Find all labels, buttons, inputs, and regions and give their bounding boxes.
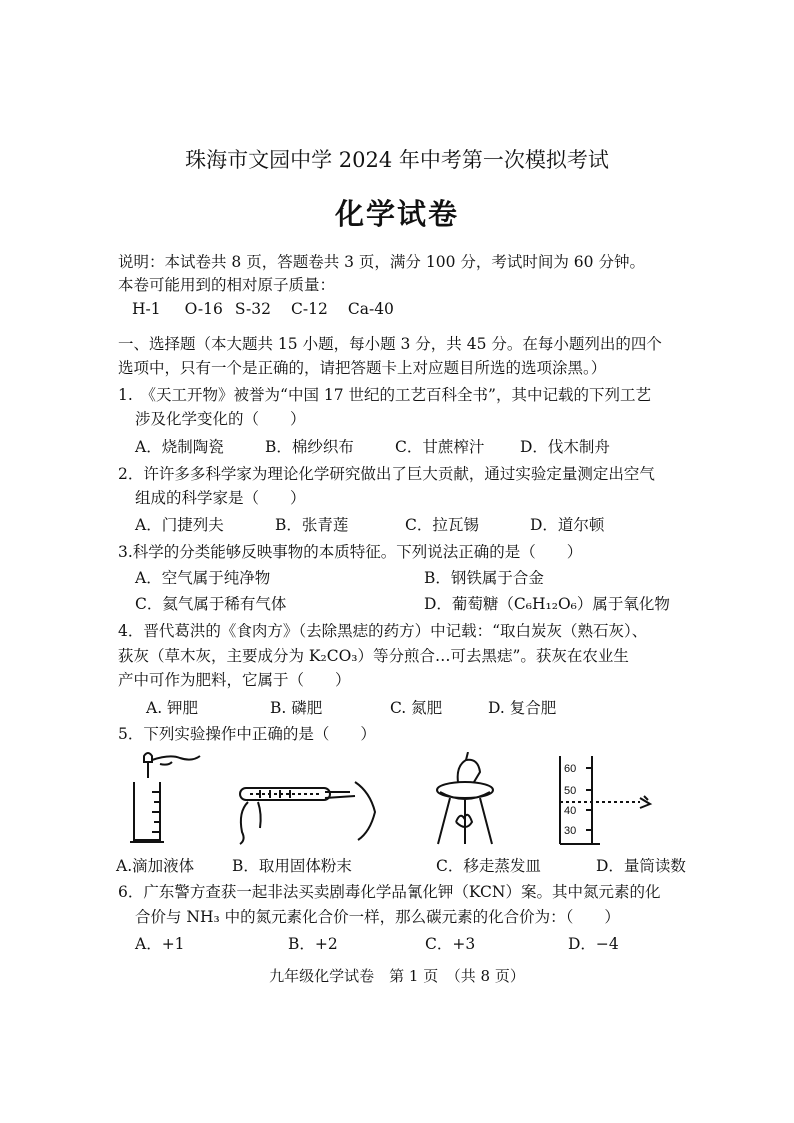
option-d: D．葡萄糖（C₆H₁₂O₆）属于氧化物 [424,595,670,613]
cylinder-tick-label: 50 [564,785,577,797]
question-text: 5．下列实验操作中正确的是（ ） [118,725,376,743]
option-c: C．拉瓦锡 [405,516,479,534]
solid-powder-figure [230,752,380,848]
atomic-mass: S-32 [234,300,272,318]
option-d: D．伐木制舟 [520,438,610,456]
question-text: 2．许许多多科学家为理论化学研究做出了巨大贡献，通过实验定量测定出空气 [118,465,655,483]
section-heading-line-2: 选项中，只有一个是正确的，请把答题卡上对应题目所选的选项涂黑。） [118,359,607,377]
question-text: 荻灰（草木灰，主要成分为 K₂CO₃）等分煎合…可去黑痣”。获灰在农业生 [118,647,629,665]
option-a: A. 钾肥 [146,699,199,717]
option-a: A．+1 [135,935,185,953]
option-b: B．+2 [288,935,338,953]
option-a: A．空气属于纯净物 [135,569,271,587]
option-a: A．门捷列夫 [135,516,224,534]
question-text: 产中可作为肥料，它属于（ ） [118,671,351,689]
option-c: C．甘蔗榨汁 [395,438,485,456]
option-a: A.滴加液体 [116,857,195,875]
question-text: 4．晋代葛洪的《食肉方》（去除黑痣的药方）中记载：“取白炭灰（熟石灰）、 [118,622,648,640]
option-c: C．+3 [425,935,476,953]
option-d: D．量筒读数 [596,857,686,875]
option-c: C．移走蒸发皿 [436,857,541,875]
atomic-mass: C-12 [291,300,328,318]
page-subtitle: 化学试卷 [334,197,459,231]
cylinder-reading-figure [540,752,670,848]
option-c: C. 氮肥 [390,699,443,717]
cylinder-tick-label: 60 [564,763,577,775]
option-b: B．张青莲 [275,516,349,534]
section-heading-line-1: 一、选择题（本大题共 15 小题，每小题 3 分，共 45 分。在每小题列出的四个 [118,335,662,353]
option-b: B．钢铁属于合金 [424,569,544,587]
option-b: B. 磷肥 [270,699,323,717]
question-text: 涉及化学变化的（ ） [135,410,306,428]
question-text: 6．广东警方查获一起非法买卖剧毒化学品氰化钾（KCN）案。其中氮元素的化 [118,883,661,901]
lab-figures [120,752,710,852]
question-text: 1. 《天工开物》被誉为“中国 17 世纪的工艺百科全书”，其中记载的下列工艺 [118,386,651,404]
cylinder-tick-label: 40 [564,805,577,817]
atomic-mass: Ca-40 [347,300,394,318]
intro-line-2: 本卷可能用到的相对原子质量： [118,276,336,294]
option-a: A．烧制陶瓷 [135,438,224,456]
option-b: B．棉纱织布 [265,438,354,456]
atomic-mass: H-1 [132,300,161,318]
cylinder-tick-label: 30 [564,825,577,837]
intro-line-1: 说明：本试卷共 8 页，答题卷共 3 页，满分 100 分，考试时间为 60 分钟。 [118,253,645,271]
dropping-liquid-figure [120,752,220,848]
option-d: D．道尔顿 [530,516,605,534]
question-text: 组成的科学家是（ ） [135,489,306,507]
option-b: B．取用固体粉末 [232,857,352,875]
option-d: D．−4 [568,935,619,953]
page-footer: 九年级化学试卷 第 1 页 （共 8 页） [269,967,525,985]
question-text: 合价与 NH₃ 中的氮元素化合价一样，那么碳元素的化合价为：（ ） [135,908,620,926]
option-d: D. 复合肥 [488,699,557,717]
atomic-mass: O-16 [184,300,223,318]
page-title: 珠海市文园中学 2024 年中考第一次模拟考试 [185,148,609,172]
atomic-mass-list [132,300,394,318]
question-text: 3.科学的分类能够反映事物的本质特征。下列说法正确的是（ ） [118,543,583,561]
evaporating-dish-figure [420,752,520,848]
option-c: C．氦气属于稀有气体 [135,595,287,613]
